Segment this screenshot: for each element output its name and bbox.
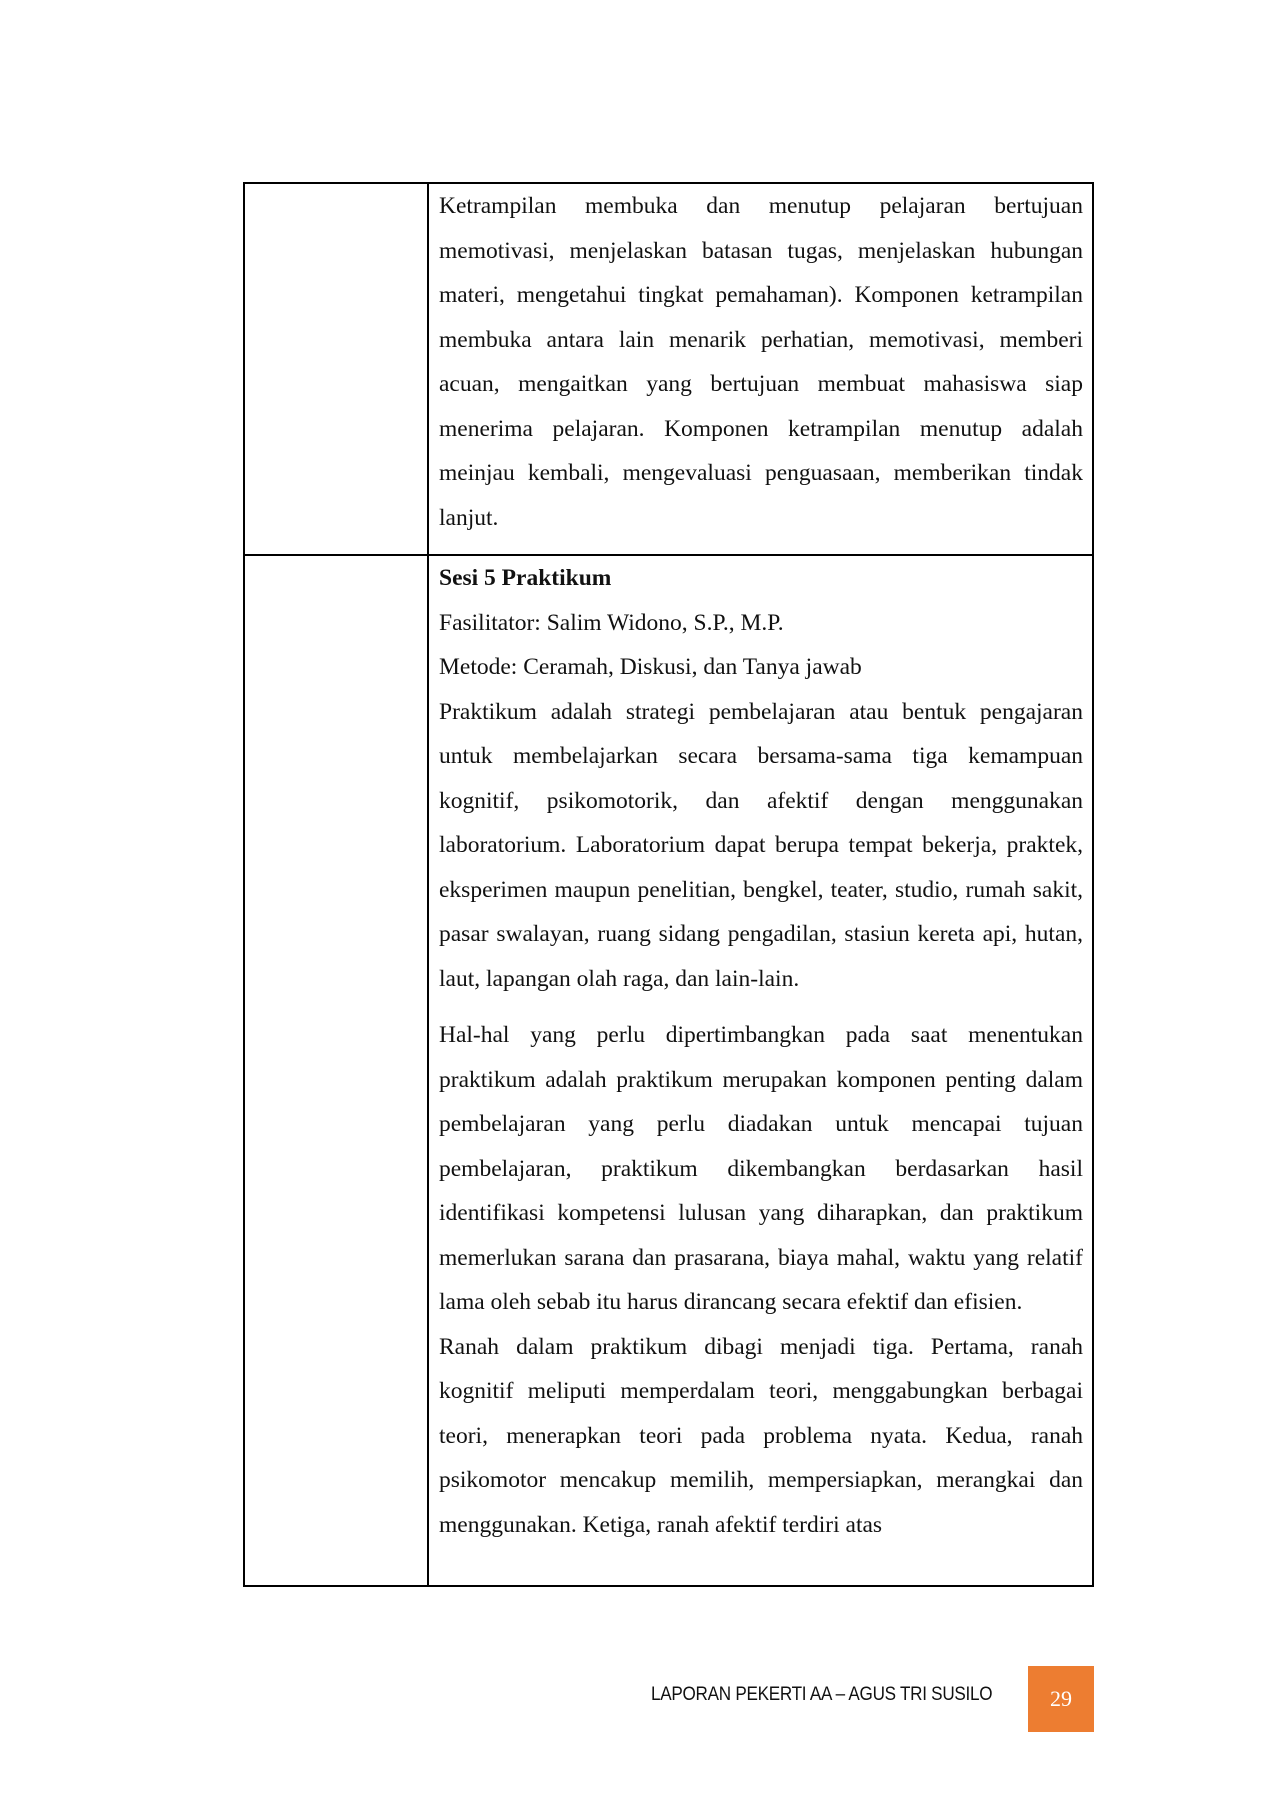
empty-cell xyxy=(245,556,429,1585)
paragraph: Ketrampilan membuka dan menutup pelajaran bertujuan memotivasi, menjelaskan batasan tugas, menjelaskan hubungan materi, mengetahui tingkat pemahaman). Komponen ketrampilan membuka antara lain menarik perhatian, memotivasi, memberi acuan, mengaitkan yang bertujuan membuat mahasiswa siap menerima pelajaran. Komponen ketrampilan menutup adalah meinjau kembali, mengevaluasi penguasaan, memberikan tindak lanjut. xyxy=(439,193,1083,531)
table-row xyxy=(245,556,1092,1585)
paragraph: Praktikum adalah strategi pembelajaran atau bentuk pengajaran untuk membelajarkan secara bersama-sama tiga kemampuan kognitif, psikomotorik, dan afektif dengan menggunakan laboratorium. Laboratorium dapat berupa tempat bekerja, praktek, eksperimen maupun penelitian, bengkel, teater, studio, rumah sakit, pasar swalayan, ruang sidang pengadilan, stasiun kereta api, hutan, laut, lapangan olah raga, dan lain-lain. xyxy=(439,698,1083,992)
table-row xyxy=(245,184,1092,556)
method: Metode: Ceramah, Diskusi, dan Tanya jawab xyxy=(439,654,862,680)
session-heading: Sesi 5 Praktikum xyxy=(439,565,612,591)
page-number: 29 xyxy=(1028,1666,1094,1732)
content-table xyxy=(243,182,1094,1587)
footer-title: LAPORAN PEKERTI AA – AGUS TRI SUSILO xyxy=(651,1684,993,1705)
empty-cell xyxy=(245,184,429,554)
facilitator: Fasilitator: Salim Widono, S.P., M.P. xyxy=(439,609,784,636)
paragraph: Hal-hal yang perlu dipertimbangkan pada saat menentukan praktikum adalah praktikum merupakan komponen penting dalam pembelajaran yang perlu diadakan untuk mencapai tujuan pembelajaran, praktikum dikembangkan berdasarkan hasil identifikasi kompetensi lulusan yang diharapkan, dan praktikum memerlukan sarana dan prasarana, biaya mahal, waktu yang relatif lama oleh sebab itu harus dirancang secara efektif dan efisien. xyxy=(439,1022,1083,1315)
paragraph: Ranah dalam praktikum dibagi menjadi tiga. Pertama, ranah kognitif meliputi memperdalam teori, menggabungkan berbagai teori, menerapkan teori pada problema nyata. Kedua, ranah psikomotor mencakup memilih, mempersiapkan, merangkai dan menggunakan. Ketiga, ranah afektif terdiri atas xyxy=(439,1333,1083,1538)
content-cell xyxy=(429,556,1092,1585)
content-cell xyxy=(429,184,1092,554)
